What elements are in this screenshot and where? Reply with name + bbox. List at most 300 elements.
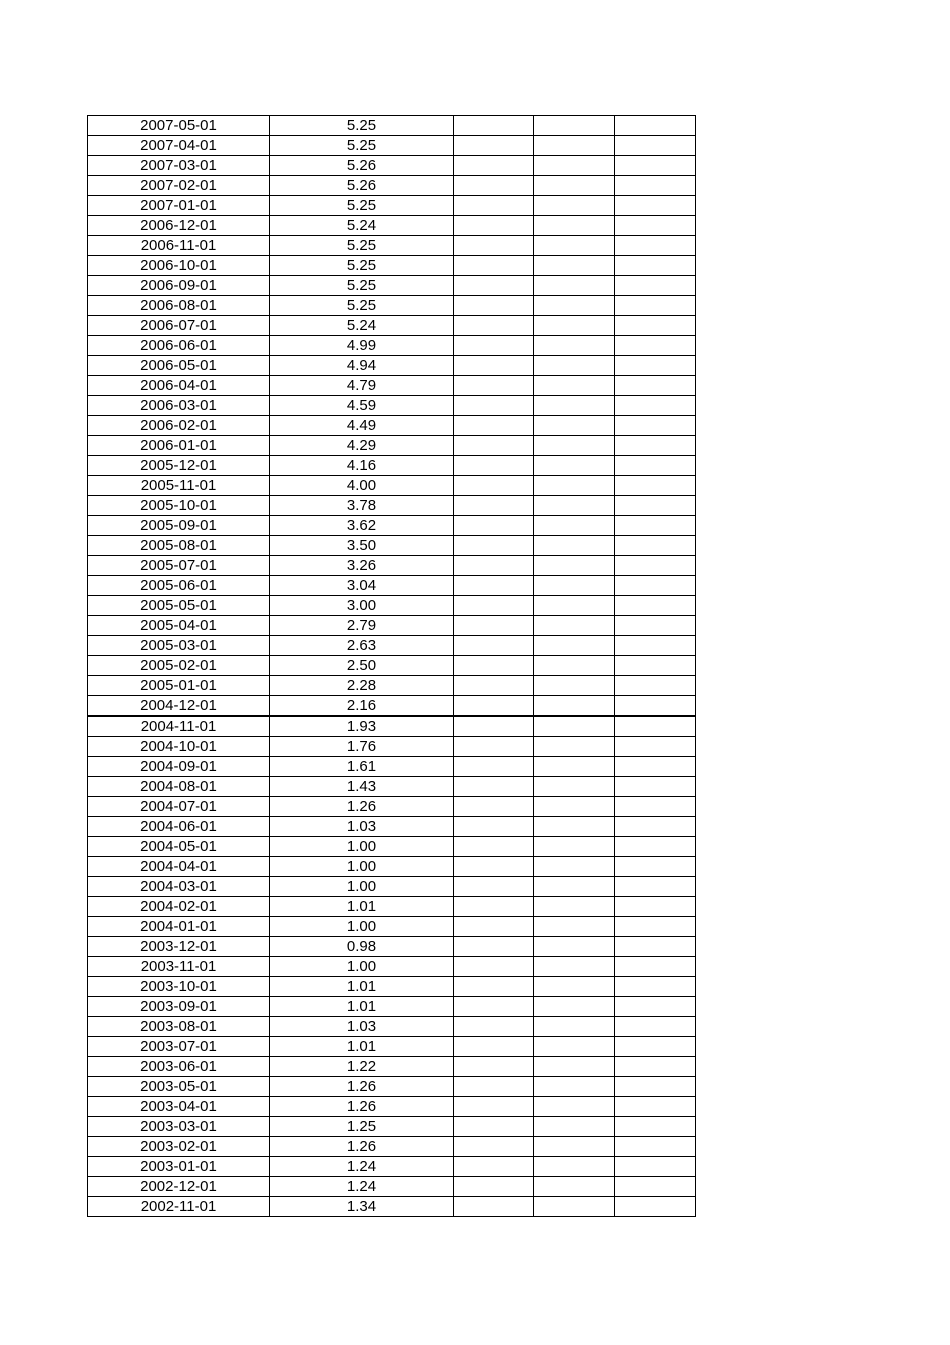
empty-cell[interactable] — [534, 1117, 615, 1137]
empty-cell[interactable] — [454, 116, 534, 136]
empty-cell[interactable] — [534, 696, 615, 717]
empty-cell[interactable] — [615, 797, 696, 817]
date-cell[interactable]: 2006-05-01 — [88, 356, 270, 376]
value-cell[interactable]: 1.24 — [270, 1157, 454, 1177]
empty-cell[interactable] — [454, 716, 534, 737]
empty-cell[interactable] — [454, 316, 534, 336]
date-cell[interactable]: 2006-01-01 — [88, 436, 270, 456]
empty-cell[interactable] — [454, 236, 534, 256]
date-cell[interactable]: 2004-03-01 — [88, 877, 270, 897]
empty-cell[interactable] — [454, 276, 534, 296]
value-cell[interactable]: 1.01 — [270, 897, 454, 917]
empty-cell[interactable] — [534, 156, 615, 176]
empty-cell[interactable] — [615, 1177, 696, 1197]
value-cell[interactable]: 4.29 — [270, 436, 454, 456]
empty-cell[interactable] — [615, 636, 696, 656]
empty-cell[interactable] — [454, 1137, 534, 1157]
empty-cell[interactable] — [615, 276, 696, 296]
date-cell[interactable]: 2002-11-01 — [88, 1197, 270, 1217]
empty-cell[interactable] — [534, 777, 615, 797]
value-cell[interactable]: 3.00 — [270, 596, 454, 616]
empty-cell[interactable] — [454, 877, 534, 897]
empty-cell[interactable] — [615, 917, 696, 937]
value-cell[interactable]: 3.78 — [270, 496, 454, 516]
empty-cell[interactable] — [534, 536, 615, 556]
value-cell[interactable]: 1.00 — [270, 917, 454, 937]
empty-cell[interactable] — [615, 716, 696, 737]
empty-cell[interactable] — [534, 596, 615, 616]
value-cell[interactable]: 2.28 — [270, 676, 454, 696]
empty-cell[interactable] — [615, 1117, 696, 1137]
empty-cell[interactable] — [454, 436, 534, 456]
empty-cell[interactable] — [534, 757, 615, 777]
empty-cell[interactable] — [615, 536, 696, 556]
empty-cell[interactable] — [615, 656, 696, 676]
empty-cell[interactable] — [534, 1017, 615, 1037]
empty-cell[interactable] — [454, 997, 534, 1017]
empty-cell[interactable] — [454, 1177, 534, 1197]
value-cell[interactable]: 4.94 — [270, 356, 454, 376]
value-cell[interactable]: 0.98 — [270, 937, 454, 957]
date-cell[interactable]: 2007-03-01 — [88, 156, 270, 176]
value-cell[interactable]: 4.99 — [270, 336, 454, 356]
date-cell[interactable]: 2005-08-01 — [88, 536, 270, 556]
value-cell[interactable]: 1.26 — [270, 1097, 454, 1117]
empty-cell[interactable] — [534, 917, 615, 937]
date-cell[interactable]: 2006-04-01 — [88, 376, 270, 396]
empty-cell[interactable] — [534, 376, 615, 396]
empty-cell[interactable] — [534, 857, 615, 877]
table-row — [88, 196, 696, 216]
value-cell[interactable]: 4.00 — [270, 476, 454, 496]
empty-cell[interactable] — [615, 997, 696, 1017]
empty-cell[interactable] — [534, 236, 615, 256]
table-row — [88, 596, 696, 616]
value-cell[interactable]: 2.16 — [270, 696, 454, 717]
empty-cell[interactable] — [454, 857, 534, 877]
date-cell[interactable]: 2006-03-01 — [88, 396, 270, 416]
empty-cell[interactable] — [454, 817, 534, 837]
date-cell[interactable]: 2003-08-01 — [88, 1017, 270, 1037]
date-cell[interactable]: 2002-12-01 — [88, 1177, 270, 1197]
empty-cell[interactable] — [534, 1197, 615, 1217]
empty-cell[interactable] — [534, 997, 615, 1017]
date-cell[interactable]: 2003-11-01 — [88, 957, 270, 977]
empty-cell[interactable] — [534, 496, 615, 516]
empty-cell[interactable] — [534, 416, 615, 436]
empty-cell[interactable] — [615, 556, 696, 576]
value-cell[interactable]: 1.00 — [270, 877, 454, 897]
table-row — [88, 977, 696, 997]
value-cell[interactable]: 1.61 — [270, 757, 454, 777]
empty-cell[interactable] — [534, 1177, 615, 1197]
table-row — [88, 396, 696, 416]
empty-cell[interactable] — [454, 516, 534, 536]
empty-cell[interactable] — [454, 136, 534, 156]
empty-cell[interactable] — [454, 1157, 534, 1177]
table-row — [88, 1177, 696, 1197]
date-cell[interactable]: 2004-08-01 — [88, 777, 270, 797]
empty-cell[interactable] — [454, 596, 534, 616]
value-cell[interactable]: 4.59 — [270, 396, 454, 416]
value-cell[interactable]: 5.25 — [270, 236, 454, 256]
empty-cell[interactable] — [615, 696, 696, 717]
empty-cell[interactable] — [454, 156, 534, 176]
empty-cell[interactable] — [454, 396, 534, 416]
date-cell[interactable]: 2005-06-01 — [88, 576, 270, 596]
value-cell[interactable]: 1.03 — [270, 817, 454, 837]
empty-cell[interactable] — [534, 656, 615, 676]
date-cell[interactable]: 2004-04-01 — [88, 857, 270, 877]
empty-cell[interactable] — [615, 837, 696, 857]
value-cell[interactable]: 5.26 — [270, 176, 454, 196]
empty-cell[interactable] — [615, 476, 696, 496]
empty-cell[interactable] — [615, 1077, 696, 1097]
empty-cell[interactable] — [454, 977, 534, 997]
empty-cell[interactable] — [615, 296, 696, 316]
empty-cell[interactable] — [615, 596, 696, 616]
table-row — [88, 696, 696, 717]
date-cell[interactable]: 2006-07-01 — [88, 316, 270, 336]
empty-cell[interactable] — [534, 877, 615, 897]
date-cell[interactable]: 2005-02-01 — [88, 656, 270, 676]
empty-cell[interactable] — [454, 1197, 534, 1217]
value-cell[interactable]: 3.50 — [270, 536, 454, 556]
empty-cell[interactable] — [615, 336, 696, 356]
empty-cell[interactable] — [454, 536, 534, 556]
date-cell[interactable]: 2003-04-01 — [88, 1097, 270, 1117]
empty-cell[interactable] — [534, 977, 615, 997]
value-cell[interactable]: 1.34 — [270, 1197, 454, 1217]
date-cell[interactable]: 2007-01-01 — [88, 196, 270, 216]
empty-cell[interactable] — [534, 1057, 615, 1077]
empty-cell[interactable] — [534, 316, 615, 336]
empty-cell[interactable] — [534, 937, 615, 957]
table-row — [88, 997, 696, 1017]
date-cell[interactable]: 2004-05-01 — [88, 837, 270, 857]
empty-cell[interactable] — [534, 817, 615, 837]
value-cell[interactable]: 1.76 — [270, 737, 454, 757]
date-cell[interactable]: 2004-10-01 — [88, 737, 270, 757]
empty-cell[interactable] — [615, 977, 696, 997]
empty-cell[interactable] — [615, 436, 696, 456]
empty-cell[interactable] — [454, 696, 534, 717]
empty-cell[interactable] — [534, 436, 615, 456]
empty-cell[interactable] — [615, 757, 696, 777]
table-row — [88, 216, 696, 236]
date-cell[interactable]: 2003-05-01 — [88, 1077, 270, 1097]
table-row — [88, 797, 696, 817]
value-cell[interactable]: 3.26 — [270, 556, 454, 576]
value-cell[interactable]: 1.26 — [270, 1137, 454, 1157]
date-cell[interactable]: 2003-07-01 — [88, 1037, 270, 1057]
empty-cell[interactable] — [615, 356, 696, 376]
empty-cell[interactable] — [454, 1117, 534, 1137]
value-cell[interactable]: 1.03 — [270, 1017, 454, 1037]
date-cell[interactable]: 2005-07-01 — [88, 556, 270, 576]
empty-cell[interactable] — [615, 817, 696, 837]
value-cell[interactable]: 1.25 — [270, 1117, 454, 1137]
empty-cell[interactable] — [615, 196, 696, 216]
value-cell[interactable]: 2.79 — [270, 616, 454, 636]
empty-cell[interactable] — [615, 236, 696, 256]
table-row — [88, 376, 696, 396]
empty-cell[interactable] — [454, 957, 534, 977]
table-row — [88, 136, 696, 156]
value-cell[interactable]: 4.16 — [270, 456, 454, 476]
empty-cell[interactable] — [534, 716, 615, 737]
value-cell[interactable]: 5.25 — [270, 296, 454, 316]
date-cell[interactable]: 2005-12-01 — [88, 456, 270, 476]
date-cell[interactable]: 2006-10-01 — [88, 256, 270, 276]
table-row — [88, 777, 696, 797]
value-cell[interactable]: 5.25 — [270, 196, 454, 216]
empty-cell[interactable] — [534, 216, 615, 236]
empty-cell[interactable] — [454, 356, 534, 376]
value-cell[interactable]: 3.62 — [270, 516, 454, 536]
table-row — [88, 296, 696, 316]
date-cell[interactable]: 2007-02-01 — [88, 176, 270, 196]
empty-cell[interactable] — [534, 276, 615, 296]
value-cell[interactable]: 1.00 — [270, 837, 454, 857]
empty-cell[interactable] — [615, 576, 696, 596]
empty-cell[interactable] — [615, 416, 696, 436]
empty-cell[interactable] — [454, 216, 534, 236]
empty-cell[interactable] — [454, 336, 534, 356]
date-cell[interactable]: 2005-01-01 — [88, 676, 270, 696]
empty-cell[interactable] — [615, 877, 696, 897]
empty-cell[interactable] — [454, 476, 534, 496]
empty-cell[interactable] — [534, 516, 615, 536]
date-cell[interactable]: 2004-06-01 — [88, 817, 270, 837]
table-row — [88, 757, 696, 777]
empty-cell[interactable] — [615, 857, 696, 877]
empty-cell[interactable] — [615, 777, 696, 797]
empty-cell[interactable] — [454, 196, 534, 216]
empty-cell[interactable] — [534, 296, 615, 316]
empty-cell[interactable] — [615, 396, 696, 416]
date-cell[interactable]: 2005-09-01 — [88, 516, 270, 536]
empty-cell[interactable] — [615, 456, 696, 476]
empty-cell[interactable] — [454, 496, 534, 516]
value-cell[interactable]: 1.22 — [270, 1057, 454, 1077]
empty-cell[interactable] — [615, 937, 696, 957]
empty-cell[interactable] — [454, 556, 534, 576]
empty-cell[interactable] — [615, 1017, 696, 1037]
date-cell[interactable]: 2007-04-01 — [88, 136, 270, 156]
value-cell[interactable]: 1.01 — [270, 1037, 454, 1057]
empty-cell[interactable] — [534, 116, 615, 136]
empty-cell[interactable] — [615, 1197, 696, 1217]
value-cell[interactable]: 4.79 — [270, 376, 454, 396]
date-cell[interactable]: 2004-12-01 — [88, 696, 270, 717]
table-row — [88, 276, 696, 296]
value-cell[interactable]: 1.24 — [270, 1177, 454, 1197]
empty-cell[interactable] — [615, 676, 696, 696]
value-cell[interactable]: 2.50 — [270, 656, 454, 676]
empty-cell[interactable] — [454, 797, 534, 817]
value-cell[interactable]: 5.26 — [270, 156, 454, 176]
empty-cell[interactable] — [615, 316, 696, 336]
empty-cell[interactable] — [615, 957, 696, 977]
empty-cell[interactable] — [454, 837, 534, 857]
empty-cell[interactable] — [534, 176, 615, 196]
empty-cell[interactable] — [615, 1097, 696, 1117]
value-cell[interactable]: 2.63 — [270, 636, 454, 656]
empty-cell[interactable] — [534, 476, 615, 496]
empty-cell[interactable] — [454, 937, 534, 957]
date-cell[interactable]: 2005-05-01 — [88, 596, 270, 616]
date-cell[interactable]: 2003-09-01 — [88, 997, 270, 1017]
empty-cell[interactable] — [454, 897, 534, 917]
date-cell[interactable]: 2005-11-01 — [88, 476, 270, 496]
value-cell[interactable]: 1.26 — [270, 1077, 454, 1097]
empty-cell[interactable] — [615, 496, 696, 516]
empty-cell[interactable] — [534, 196, 615, 216]
date-cell[interactable]: 2005-03-01 — [88, 636, 270, 656]
empty-cell[interactable] — [615, 897, 696, 917]
value-cell[interactable]: 1.01 — [270, 977, 454, 997]
date-cell[interactable]: 2004-07-01 — [88, 797, 270, 817]
empty-cell[interactable] — [534, 957, 615, 977]
table-row — [88, 556, 696, 576]
empty-cell[interactable] — [615, 136, 696, 156]
empty-cell[interactable] — [454, 656, 534, 676]
date-cell[interactable]: 2006-08-01 — [88, 296, 270, 316]
empty-cell[interactable] — [454, 296, 534, 316]
empty-cell[interactable] — [615, 516, 696, 536]
empty-cell[interactable] — [534, 737, 615, 757]
date-cell[interactable]: 2004-11-01 — [88, 716, 270, 737]
empty-cell[interactable] — [534, 1097, 615, 1117]
date-cell[interactable]: 2004-01-01 — [88, 917, 270, 937]
empty-cell[interactable] — [615, 1157, 696, 1177]
empty-cell[interactable] — [454, 576, 534, 596]
table-row — [88, 1197, 696, 1217]
empty-cell[interactable] — [615, 216, 696, 236]
value-cell[interactable]: 5.25 — [270, 276, 454, 296]
value-cell[interactable]: 1.93 — [270, 716, 454, 737]
empty-cell[interactable] — [454, 737, 534, 757]
date-cell[interactable]: 2003-03-01 — [88, 1117, 270, 1137]
empty-cell[interactable] — [454, 376, 534, 396]
date-cell[interactable]: 2006-11-01 — [88, 236, 270, 256]
empty-cell[interactable] — [534, 1037, 615, 1057]
date-cell[interactable]: 2005-04-01 — [88, 616, 270, 636]
empty-cell[interactable] — [534, 676, 615, 696]
value-cell[interactable]: 1.26 — [270, 797, 454, 817]
table-row — [88, 316, 696, 336]
table-row — [88, 476, 696, 496]
date-cell[interactable]: 2003-01-01 — [88, 1157, 270, 1177]
empty-cell[interactable] — [454, 1097, 534, 1117]
empty-cell[interactable] — [615, 116, 696, 136]
empty-cell[interactable] — [454, 757, 534, 777]
empty-cell[interactable] — [615, 256, 696, 276]
empty-cell[interactable] — [534, 636, 615, 656]
empty-cell[interactable] — [454, 1037, 534, 1057]
empty-cell[interactable] — [615, 156, 696, 176]
empty-cell[interactable] — [615, 1057, 696, 1077]
value-cell[interactable]: 5.24 — [270, 316, 454, 336]
value-cell[interactable]: 3.04 — [270, 576, 454, 596]
empty-cell[interactable] — [534, 1157, 615, 1177]
empty-cell[interactable] — [534, 356, 615, 376]
empty-cell[interactable] — [454, 1017, 534, 1037]
empty-cell[interactable] — [454, 777, 534, 797]
empty-cell[interactable] — [454, 636, 534, 656]
date-cell[interactable]: 2003-02-01 — [88, 1137, 270, 1157]
date-cell[interactable]: 2006-12-01 — [88, 216, 270, 236]
empty-cell[interactable] — [615, 737, 696, 757]
date-cell[interactable]: 2003-06-01 — [88, 1057, 270, 1077]
empty-cell[interactable] — [615, 1037, 696, 1057]
empty-cell[interactable] — [534, 136, 615, 156]
empty-cell[interactable] — [454, 176, 534, 196]
empty-cell[interactable] — [534, 256, 615, 276]
table-row — [88, 496, 696, 516]
value-cell[interactable]: 5.25 — [270, 116, 454, 136]
empty-cell[interactable] — [534, 616, 615, 636]
value-cell[interactable]: 1.43 — [270, 777, 454, 797]
date-cell[interactable]: 2006-06-01 — [88, 336, 270, 356]
value-cell[interactable]: 1.01 — [270, 997, 454, 1017]
date-cell[interactable]: 2007-05-01 — [88, 116, 270, 136]
empty-cell[interactable] — [615, 376, 696, 396]
empty-cell[interactable] — [454, 917, 534, 937]
empty-cell[interactable] — [534, 336, 615, 356]
date-cell[interactable]: 2006-09-01 — [88, 276, 270, 296]
empty-cell[interactable] — [454, 1077, 534, 1097]
date-cell[interactable]: 2003-12-01 — [88, 937, 270, 957]
empty-cell[interactable] — [615, 616, 696, 636]
date-cell[interactable]: 2004-09-01 — [88, 757, 270, 777]
empty-cell[interactable] — [615, 1137, 696, 1157]
empty-cell[interactable] — [454, 416, 534, 436]
empty-cell[interactable] — [534, 837, 615, 857]
empty-cell[interactable] — [534, 396, 615, 416]
empty-cell[interactable] — [534, 1137, 615, 1157]
empty-cell[interactable] — [534, 797, 615, 817]
value-cell[interactable]: 4.49 — [270, 416, 454, 436]
table-row — [88, 436, 696, 456]
date-cell[interactable]: 2006-02-01 — [88, 416, 270, 436]
empty-cell[interactable] — [534, 456, 615, 476]
date-cell[interactable]: 2005-10-01 — [88, 496, 270, 516]
empty-cell[interactable] — [615, 176, 696, 196]
empty-cell[interactable] — [454, 676, 534, 696]
value-cell[interactable]: 1.00 — [270, 857, 454, 877]
value-cell[interactable]: 5.25 — [270, 136, 454, 156]
empty-cell[interactable] — [534, 897, 615, 917]
empty-cell[interactable] — [534, 576, 615, 596]
value-cell[interactable]: 5.24 — [270, 216, 454, 236]
empty-cell[interactable] — [534, 1077, 615, 1097]
value-cell[interactable]: 1.00 — [270, 957, 454, 977]
date-cell[interactable]: 2003-10-01 — [88, 977, 270, 997]
empty-cell[interactable] — [454, 256, 534, 276]
table-row — [88, 676, 696, 696]
empty-cell[interactable] — [454, 456, 534, 476]
table-row — [88, 576, 696, 596]
empty-cell[interactable] — [454, 616, 534, 636]
value-cell[interactable]: 5.25 — [270, 256, 454, 276]
table-row — [88, 656, 696, 676]
table-row — [88, 536, 696, 556]
empty-cell[interactable] — [534, 556, 615, 576]
empty-cell[interactable] — [454, 1057, 534, 1077]
date-cell[interactable]: 2004-02-01 — [88, 897, 270, 917]
